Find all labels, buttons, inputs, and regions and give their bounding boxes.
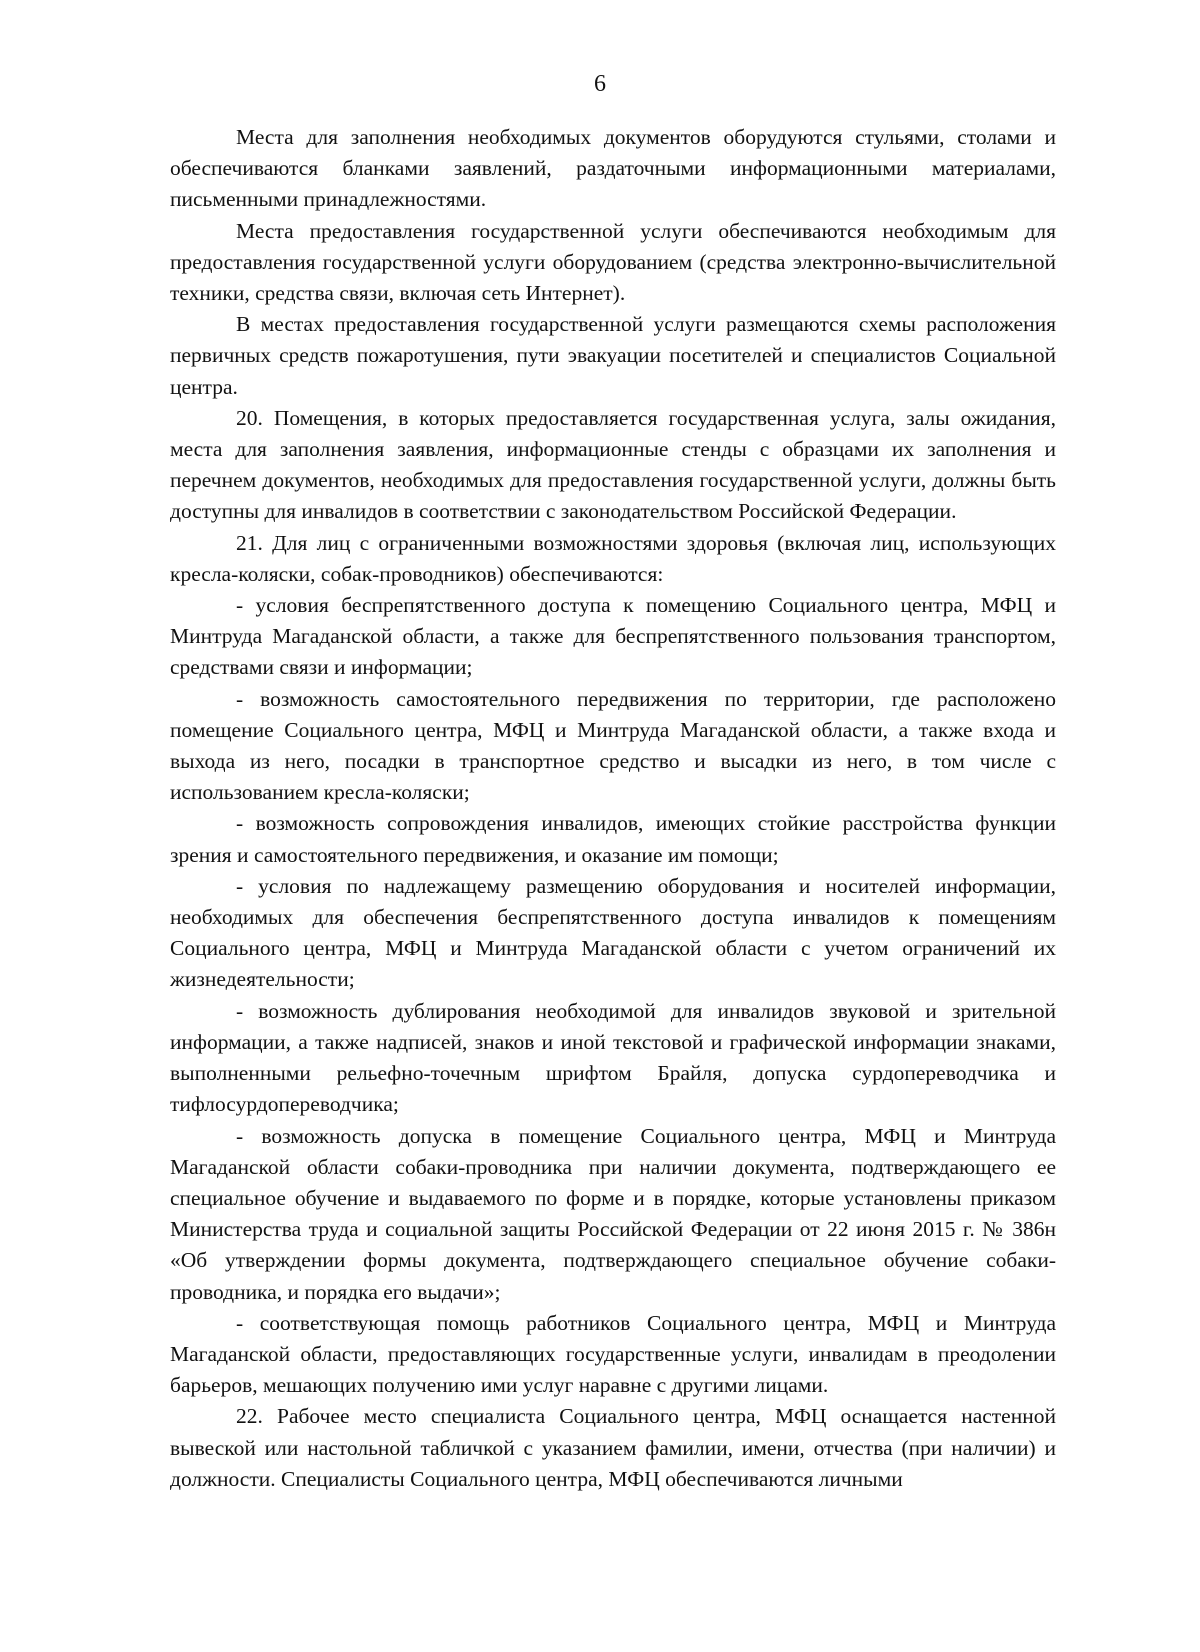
paragraph-21-provisions: 21. Для лиц с ограниченными возможностями здоровья (включая лиц, использующих кресла-коляски, собак-проводников) обеспечиваются: xyxy=(170,530,1056,586)
list-item-staff-assistance: - соответствующая помощь работников Социального центра, МФЦ и Минтруда Магаданской области, предоставляющих государственные услуги, инвалидам в преодолении барьеров, мешающих получению ими услуг наравне с другими лицами. xyxy=(170,1310,1056,1398)
paragraph-equipment: Места предоставления государственной услуги обеспечиваются необходимым для предоставления государственной услуги оборудованием (средства электронно-вычислительной техники, средства связи, включая сеть Интернет). xyxy=(170,218,1056,306)
list-item-escort: - возможность сопровождения инвалидов, имеющих стойкие расстройства функции зрения и самостоятельного передвижения, и оказание им помощи; xyxy=(170,811,1056,867)
list-item-equipment-placement: - условия по надлежащему размещению оборудования и носителей информации, необходимых для обеспечения беспрепятственного доступа инвалидов к помещениям Социального центра, МФЦ и Минтруда Магаданской области с учетом ограничений их жизнедеятельности; xyxy=(170,873,1056,992)
document-body xyxy=(170,122,1056,1495)
paragraph-20-accessibility: 20. Помещения, в которых предоставляется государственная услуга, залы ожидания, места для заполнения заявления, информационные стенды с образцами их заполнения и перечнем документов, необходимых для предоставления государственной услуги, должны быть доступны для инвалидов в соответствии с законодательством Российской Федерации. xyxy=(170,405,1056,524)
list-item-access-conditions: - условия беспрепятственного доступа к помещению Социального центра, МФЦ и Минтруда Магаданской области, а также для беспрепятственного пользования транспортом, средствами связи и информации; xyxy=(170,593,1056,680)
paragraph-evacuation: В местах предоставления государственной услуги размещаются схемы расположения первичных средств пожаротушения, пути эвакуации посетителей и специалистов Социальной центра. xyxy=(170,312,1056,399)
paragraph-workstations: Места для заполнения необходимых документов оборудуются стульями, столами и обеспечиваются бланками заявлений, раздаточными информационными материалами, письменными принадлежностями. xyxy=(170,125,1056,212)
page-number: 6 xyxy=(594,71,606,97)
paragraph-22-workplace: 22. Рабочее место специалиста Социального центра, МФЦ оснащается настенной вывеской или настольной табличкой с указанием фамилии, имени, отчества (при наличии) и должности. Специалисты Социального центра, МФЦ обеспечиваются личными xyxy=(170,1404,1056,1491)
list-item-information-duplication: - возможность дублирования необходимой для инвалидов звуковой и зрительной информации, а также надписей, знаков и иной текстовой и графической информации знаками, выполненными рельефно-точечным шрифтом Брайля, допуска сурдопереводчика и тифлосурдопереводчика; xyxy=(170,998,1056,1117)
list-item-movement: - возможность самостоятельного передвижения по территории, где расположено помещение Социального центра, МФЦ и Минтруда Магаданской области, а также входа и выхода из него, посадки в транспортное средство и высадки из него, в том числе с использованием кресла-коляски; xyxy=(170,686,1056,805)
list-item-guide-dog: - возможность допуска в помещение Социального центра, МФЦ и Минтруда Магаданской области собаки-проводника при наличии документа, подтверждающего ее специальное обучение и выдаваемого по форме и в порядке, которые установлены приказом Министерства труда и социальной защиты Российской Федерации от 22 июня 2015 г. № 386н «Об утверждении формы документа, подтверждающего специальное обучение собаки-проводника, и порядка его выдачи»; xyxy=(170,1123,1056,1304)
